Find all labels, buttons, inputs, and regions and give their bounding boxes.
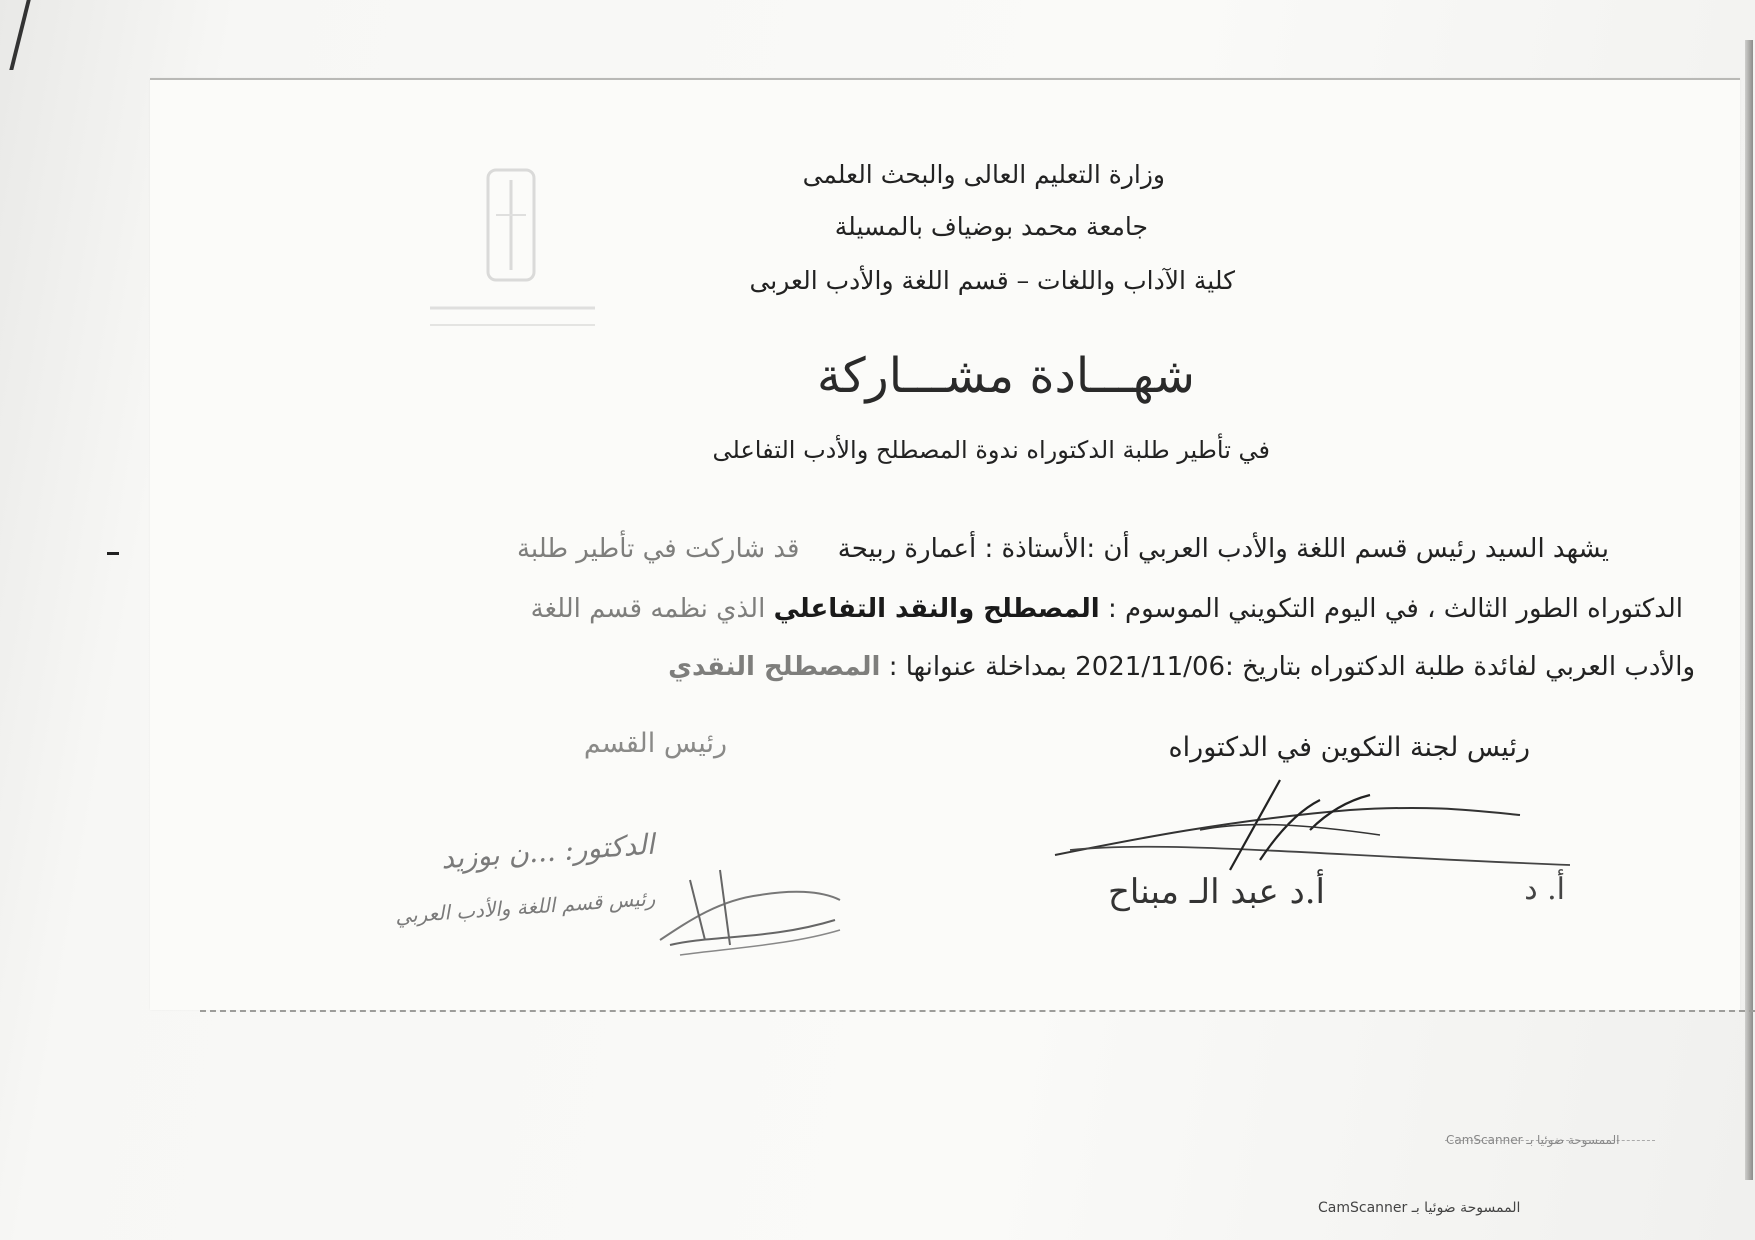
body-line-2 (531, 594, 1683, 624)
body-line-3 (668, 652, 1695, 682)
right-handwritten-name: أ.د عبد الـ مبناح (1107, 872, 1325, 912)
right-handwritten-initials: أ. د (1524, 872, 1565, 907)
body-line-2-main: الدكتوراه الطور الثالث ، في اليوم التكويني الموسوم : (1107, 594, 1683, 624)
body-line-3-main: والأدب العربي لفائدة طلبة الدكتوراه بتاريخ :2021/11/06 بمداخلة عنوانها : (888, 652, 1695, 682)
body-line-1-main: يشهد السيد رئيس قسم اللغة والأدب العربي أن :الأستاذة : أعمارة ربيحة (837, 534, 1609, 564)
certificate-subtitle: في تأطير طلبة الدكتوراه ندوة المصطلح والأدب التفاعلى (712, 436, 1270, 464)
doctoral-committee-head-label: رئيس لجنة التكوين في الدكتوراه (1168, 732, 1530, 763)
certificate-title: شهـــادة مشـــاركة (816, 348, 1195, 404)
margin-mark (107, 552, 119, 555)
left-signature (650, 860, 850, 960)
ministry-line: وزارة التعليم العالى والبحث العلمى (802, 160, 1165, 189)
university-line: جامعة محمد بوضياف بالمسيلة (834, 212, 1148, 241)
sheet-bottom-edge (200, 1010, 1755, 1012)
scan-right-edge (1745, 40, 1753, 1180)
faculty-line: كلية الآداب واللغات – قسم اللغة والأدب العربى (749, 266, 1235, 295)
department-head-label: رئيس القسم (583, 728, 727, 759)
body-line-1-faint: قد شاركت في تأطير طلبة (516, 534, 800, 564)
scanner-footer-note: الممسوحة ضوئيا بـ CamScanner (1318, 1200, 1521, 1216)
university-logo (420, 160, 605, 340)
body-line-1 (517, 534, 1609, 564)
body-line-3-faint: المصطلح النقدي (668, 652, 881, 682)
left-stamp-line-1: الدكتور: ...ن بوزيد (440, 827, 656, 876)
left-stamp-line-2: رئيس قسم اللغة والأدب العربي (394, 885, 656, 929)
inner-scanner-note: CamScanner الممسوحة ضوئيا بـ (1446, 1133, 1620, 1147)
body-line-2-faint: الذي نظمه قسم اللغة (530, 594, 766, 624)
body-line-2-bold: المصطلح والنقد التفاعلي (773, 594, 1100, 624)
